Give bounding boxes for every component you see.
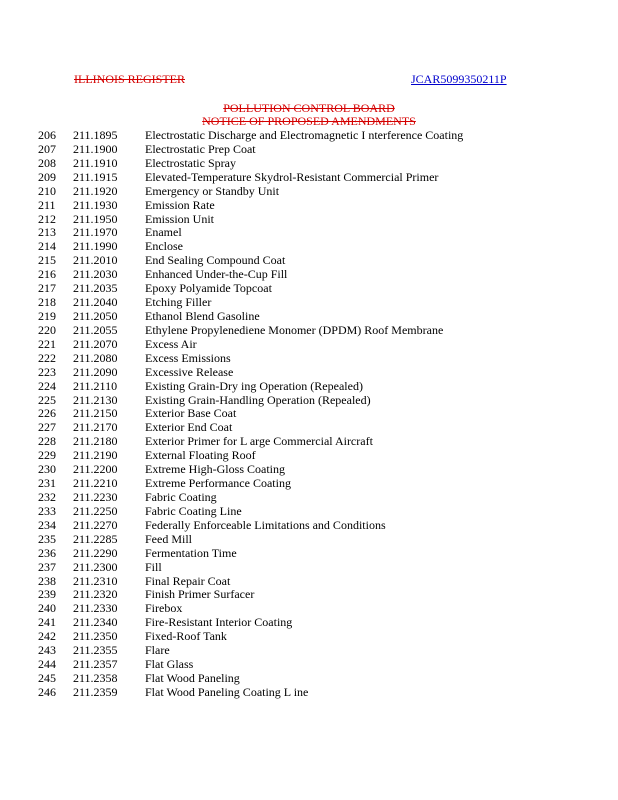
definition-term: Excess Air [145,336,197,351]
board-title: POLLUTION CONTROL BOARD [223,101,395,115]
section-number: 211.2110 [73,378,118,393]
section-number: 211.2035 [73,281,118,296]
line-number: 224 [38,378,56,393]
line-number: 230 [38,462,56,477]
definition-term: Fabric Coating Line [145,503,242,518]
line-number: 216 [38,267,56,282]
line-number: 214 [38,239,56,254]
list-item [0,658,618,672]
definition-term: Fermentation Time [145,545,237,560]
list-item [0,519,618,533]
section-number: 211.2055 [73,322,118,337]
section-number: 211.2180 [73,434,118,449]
list-item [0,338,618,352]
line-number: 246 [38,684,56,699]
line-number: 244 [38,657,56,672]
definition-term: Extreme High-Gloss Coating [145,462,285,477]
definition-term: Flat Wood Paneling Coating L ine [145,684,309,699]
line-number: 233 [38,503,56,518]
line-number: 236 [38,545,56,560]
line-number: 239 [38,587,56,602]
list-item [0,324,618,338]
line-number: 229 [38,448,56,463]
line-number: 213 [38,225,56,240]
line-number: 237 [38,559,56,574]
list-item [0,213,618,227]
section-number: 211.2310 [73,573,118,588]
definition-term: Firebox [145,601,183,616]
list-item [0,505,618,519]
section-number: 211.2330 [73,601,118,616]
definition-term: Enclose [145,239,183,254]
list-item [0,533,618,547]
line-number: 242 [38,629,56,644]
definition-term: Excess Emissions [145,350,231,365]
list-item [0,630,618,644]
definition-term: Fabric Coating [145,489,217,504]
definition-term: Exterior End Coat [145,420,233,435]
list-item [0,199,618,213]
definition-term: Electrostatic Spray [145,155,236,170]
register-header: ILLINOIS REGISTER [74,72,185,86]
definition-term: Finish Primer Surfacer [145,587,255,602]
definition-term: Electrostatic Prep Coat [145,141,256,156]
list-item [0,157,618,171]
list-item [0,366,618,380]
list-item [0,296,618,310]
section-number: 211.2050 [73,308,118,323]
section-number: 211.1920 [73,183,118,198]
definition-term: Elevated-Temperature Skydrol-Resistant Commercial Primer [145,169,439,184]
definition-term: Flare [145,643,170,658]
section-number: 211.2170 [73,420,118,435]
section-number: 211.2030 [73,267,118,282]
line-number: 206 [38,128,56,142]
definition-term: External Floating Roof [145,448,256,463]
list-item [0,561,618,575]
line-number: 212 [38,211,56,226]
list-item [0,226,618,240]
line-number: 217 [38,281,56,296]
list-item [0,254,618,268]
list-item [0,240,618,254]
line-number: 223 [38,364,56,379]
list-item [0,352,618,366]
list-item [0,449,618,463]
section-number: 211.2090 [73,364,118,379]
line-number: 228 [38,434,56,449]
line-number: 231 [38,476,56,491]
definition-term: Electrostatic Discharge and Electromagnetic I nterference Coating [145,128,464,142]
list-item [0,171,618,185]
line-number: 221 [38,336,56,351]
list-item [0,491,618,505]
line-number: 245 [38,670,56,685]
list-item [0,672,618,686]
definition-term: Federally Enforceable Limitations and Conditions [145,517,386,532]
section-number: 211.2359 [73,684,118,699]
line-number: 227 [38,420,56,435]
definition-term: Existing Grain-Handling Operation (Repealed) [145,392,371,407]
section-number: 211.1895 [73,128,118,142]
notice-title: NOTICE OF PROPOSED AMENDMENTS [202,114,416,128]
definition-term: Emission Unit [145,211,215,226]
line-number: 207 [38,141,56,156]
definition-term: Flat Glass [145,657,194,672]
line-number: 220 [38,322,56,337]
definition-term: Excessive Release [145,364,234,379]
definition-term: Fire-Resistant Interior Coating [145,615,293,630]
list-item [0,268,618,282]
definition-term: Enhanced Under-the-Cup Fill [145,267,288,282]
line-number: 219 [38,308,56,323]
list-item [0,463,618,477]
list-item [0,686,618,700]
list-item [0,435,618,449]
section-list [0,129,618,700]
line-number: 243 [38,643,56,658]
list-item [0,616,618,630]
definition-term: Exterior Base Coat [145,406,237,421]
list-item [0,547,618,561]
definition-term: Final Repair Coat [145,573,231,588]
section-number: 211.1915 [73,169,118,184]
list-item [0,602,618,616]
list-item [0,575,618,589]
list-item [0,129,618,143]
definition-term: Flat Wood Paneling [145,670,240,685]
section-number: 211.2010 [73,253,118,268]
line-number: 232 [38,489,56,504]
line-number: 210 [38,183,56,198]
line-number: 222 [38,350,56,365]
line-number: 218 [38,295,56,310]
section-number: 211.2190 [73,448,118,463]
list-item [0,185,618,199]
line-number: 234 [38,517,56,532]
definition-term: Epoxy Polyamide Topcoat [145,281,272,296]
section-number: 211.2300 [73,559,118,574]
section-number: 211.2350 [73,629,118,644]
list-item [0,477,618,491]
section-number: 211.1910 [73,155,118,170]
section-number: 211.2200 [73,462,118,477]
list-item [0,588,618,602]
definition-term: Emission Rate [145,197,215,212]
section-number: 211.1990 [73,239,118,254]
definition-term: Enamel [145,225,182,240]
line-number: 225 [38,392,56,407]
section-number: 211.2250 [73,503,118,518]
definition-term: Ethanol Blend Gasoline [145,308,260,323]
section-number: 211.2357 [73,657,118,672]
list-item [0,644,618,658]
definition-term: Ethylene Propylenediene Monomer (DPDM) Roof Membrane [145,322,444,337]
section-number: 211.2040 [73,295,118,310]
line-number: 211 [38,197,56,212]
section-number: 211.1900 [73,141,118,156]
list-item [0,143,618,157]
section-number: 211.2130 [73,392,118,407]
definition-term: Extreme Performance Coating [145,476,291,491]
line-number: 235 [38,531,56,546]
definition-term: Exterior Primer for L arge Commercial Aircraft [145,434,373,449]
jcar-link[interactable]: JCAR5099350211P [411,72,507,86]
list-item [0,380,618,394]
section-number: 211.2290 [73,545,118,560]
line-number: 226 [38,406,56,421]
line-number: 208 [38,155,56,170]
section-number: 211.2210 [73,476,118,491]
section-number: 211.2070 [73,336,118,351]
section-number: 211.2320 [73,587,118,602]
line-number: 241 [38,615,56,630]
list-item [0,282,618,296]
section-number: 211.2355 [73,643,118,658]
list-item [0,407,618,421]
definition-term: End Sealing Compound Coat [145,253,286,268]
section-number: 211.1930 [73,197,118,212]
definition-term: Fill [145,559,162,574]
list-item [0,310,618,324]
list-item [0,421,618,435]
definition-term: Etching Filler [145,295,212,310]
definition-term: Fixed-Roof Tank [145,629,227,644]
section-number: 211.2340 [73,615,118,630]
section-number: 211.2230 [73,489,118,504]
definition-term: Emergency or Standby Unit [145,183,280,198]
line-number: 240 [38,601,56,616]
section-number: 211.2080 [73,350,118,365]
definition-term: Existing Grain-Dry ing Operation (Repealed) [145,378,363,393]
definition-term: Feed Mill [145,531,192,546]
line-number: 215 [38,253,56,268]
section-number: 211.2358 [73,670,118,685]
section-number: 211.1970 [73,225,118,240]
section-number: 211.2270 [73,517,118,532]
list-item [0,394,618,408]
section-number: 211.2150 [73,406,118,421]
line-number: 209 [38,169,56,184]
line-number: 238 [38,573,56,588]
section-number: 211.2285 [73,531,118,546]
section-number: 211.1950 [73,211,118,226]
